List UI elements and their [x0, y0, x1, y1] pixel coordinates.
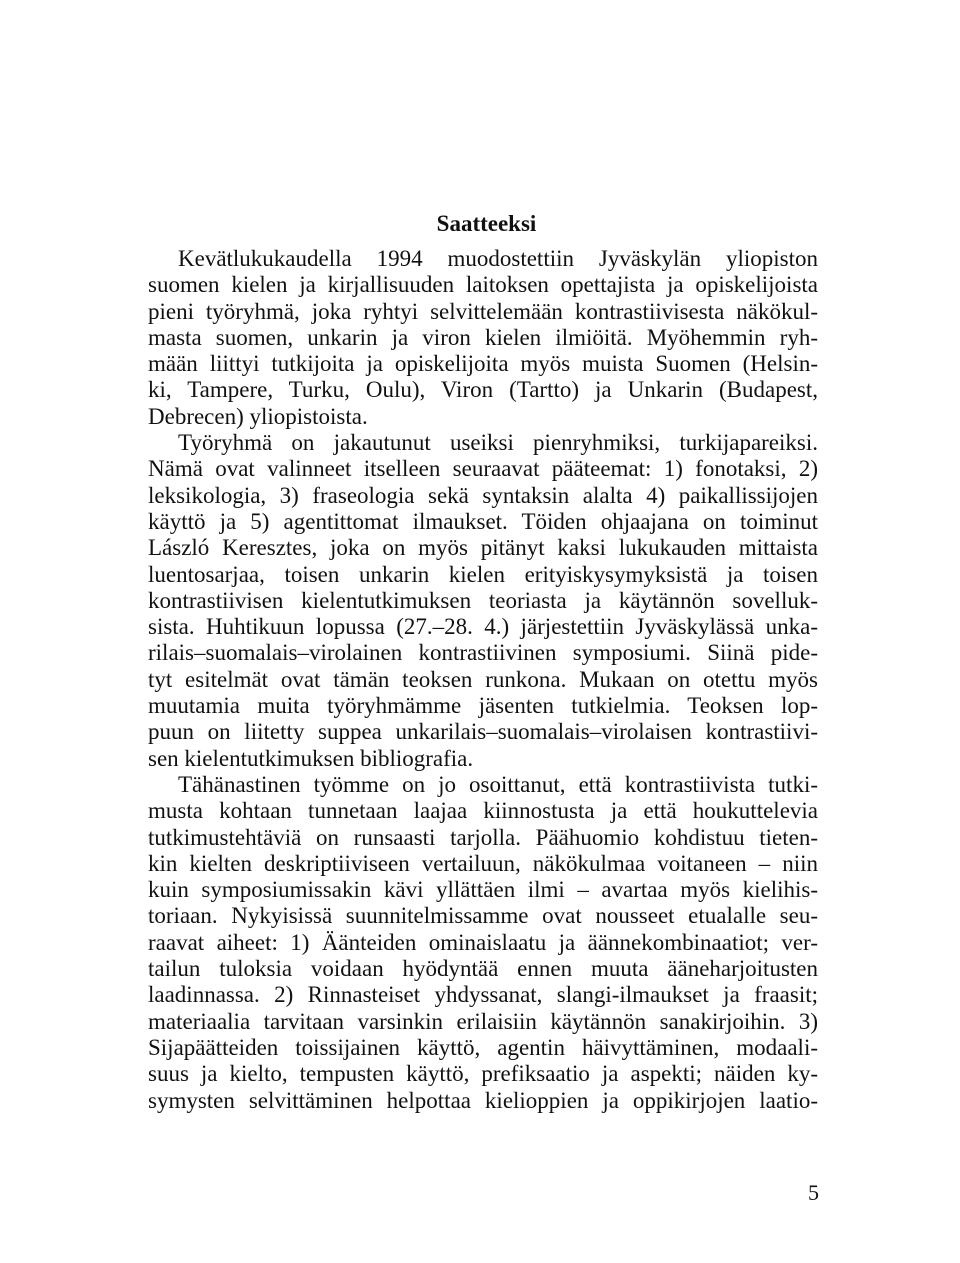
- body-text: [148, 246, 818, 1114]
- text-line: masta suomen, unkarin ja viron kielen ilmiöitä. Myöhemmin ryh-: [148, 324, 818, 350]
- paragraph-3: [148, 772, 818, 1114]
- text-line: musta kohtaan tunnetaan laajaa kiinnostusta ja että houkuttelevia: [148, 798, 818, 824]
- text-line: suomen kielen ja kirjallisuuden laitoksen opettajista ja opiskelijoista: [148, 272, 818, 298]
- text-line: suus ja kielto, tempusten käyttö, prefiksaatio ja aspekti; näiden ky-: [148, 1061, 818, 1087]
- text-line: ki, Tampere, Turku, Oulu), Viron (Tartto) ja Unkarin (Budapest,: [148, 377, 818, 403]
- text-line: sista. Huhtikuun lopussa (27.–28. 4.) järjestettiin Jyväskylässä unka-: [148, 614, 818, 640]
- page-title: Saatteeksi: [436, 211, 537, 236]
- text-line: toriaan. Nykyisissä suunnitelmissamme ovat nousseet etualalle seu-: [148, 903, 818, 929]
- page-number: 5: [808, 1180, 819, 1205]
- text-line: kontrastiivisen kielentutkimuksen teoriasta ja käytännön sovelluk-: [148, 587, 818, 613]
- text-line: Sijapäätteiden toissijainen käyttö, agentin häivyttäminen, modaali-: [148, 1034, 818, 1060]
- text-line: Työryhmä on jakautunut useiksi pienryhmiksi, turkijapareiksi.: [178, 430, 818, 456]
- paragraph-1: [148, 246, 818, 430]
- text-line: László Keresztes, joka on myös pitänyt kaksi lukukauden mittaista: [148, 535, 818, 561]
- text-line: pieni työryhmä, joka ryhtyi selvittelemään kontrastiivisesta näkökul-: [148, 298, 818, 324]
- text-line: tyt esitelmät ovat tämän teoksen runkona. Mukaan on otettu myös: [148, 666, 818, 692]
- text-line: tailun tuloksia voidaan hyödyntää ennen muuta ääneharjoitusten: [148, 956, 818, 982]
- paragraph-2: [148, 430, 818, 772]
- text-line: Nämä ovat valinneet itselleen seuraavat pääteemat: 1) fonotaksi, 2): [148, 456, 818, 482]
- text-line: symysten selvittäminen helpottaa kielioppien ja oppikirjojen laatio-: [148, 1087, 818, 1113]
- text-line: Tähänastinen työmme on jo osoittanut, että kontrastiivista tutki-: [178, 771, 818, 797]
- text-line: puun on liitetty suppea unkarilais–suomalais–virolaisen kontrastiivi-: [148, 719, 818, 745]
- text-line: mään liittyi tutkijoita ja opiskelijoita myös muista Suomen (Helsin-: [148, 351, 818, 377]
- text-line: leksikologia, 3) fraseologia sekä syntaksin alalta 4) paikallissijojen: [148, 482, 818, 508]
- text-line: raavat aiheet: 1) Äänteiden ominaislaatu ja äännekombinaatiot; ver-: [148, 929, 818, 955]
- text-line: materiaalia tarvitaan varsinkin erilaisiin käytännön sanakirjoihin. 3): [148, 1008, 818, 1034]
- text-line: Debrecen) yliopistoista.: [148, 403, 368, 429]
- text-line: tutkimustehtäviä on runsaasti tarjolla. Päähuomio kohdistuu tieten-: [148, 824, 818, 850]
- text-line: rilais–suomalais–virolainen kontrastiivinen symposiumi. Siinä pide-: [148, 640, 818, 666]
- text-line: Kevätlukukaudella 1994 muodostettiin Jyväskylän yliopiston: [178, 246, 818, 271]
- text-line: laadinnassa. 2) Rinnasteiset yhdyssanat, slangi-ilmaukset ja fraasit;: [148, 982, 818, 1008]
- text-line: kin kielten deskriptiiviseen vertailuun, näkökulmaa voitaneen – niin: [148, 850, 818, 876]
- text-line: luentosarjaa, toisen unkarin kielen erityiskysymyksistä ja toisen: [148, 561, 818, 587]
- text-line: käyttö ja 5) agentittomat ilmaukset. Töiden ohjaajana on toiminut: [148, 508, 818, 534]
- text-line: kuin symposiumissakin kävi yllättäen ilmi – avartaa myös kielihis-: [148, 877, 818, 903]
- text-line: muutamia muita työryhmämme jäsenten tutkielmia. Teoksen lop-: [148, 693, 818, 719]
- text-line: sen kielentutkimuksen bibliografia.: [148, 745, 474, 771]
